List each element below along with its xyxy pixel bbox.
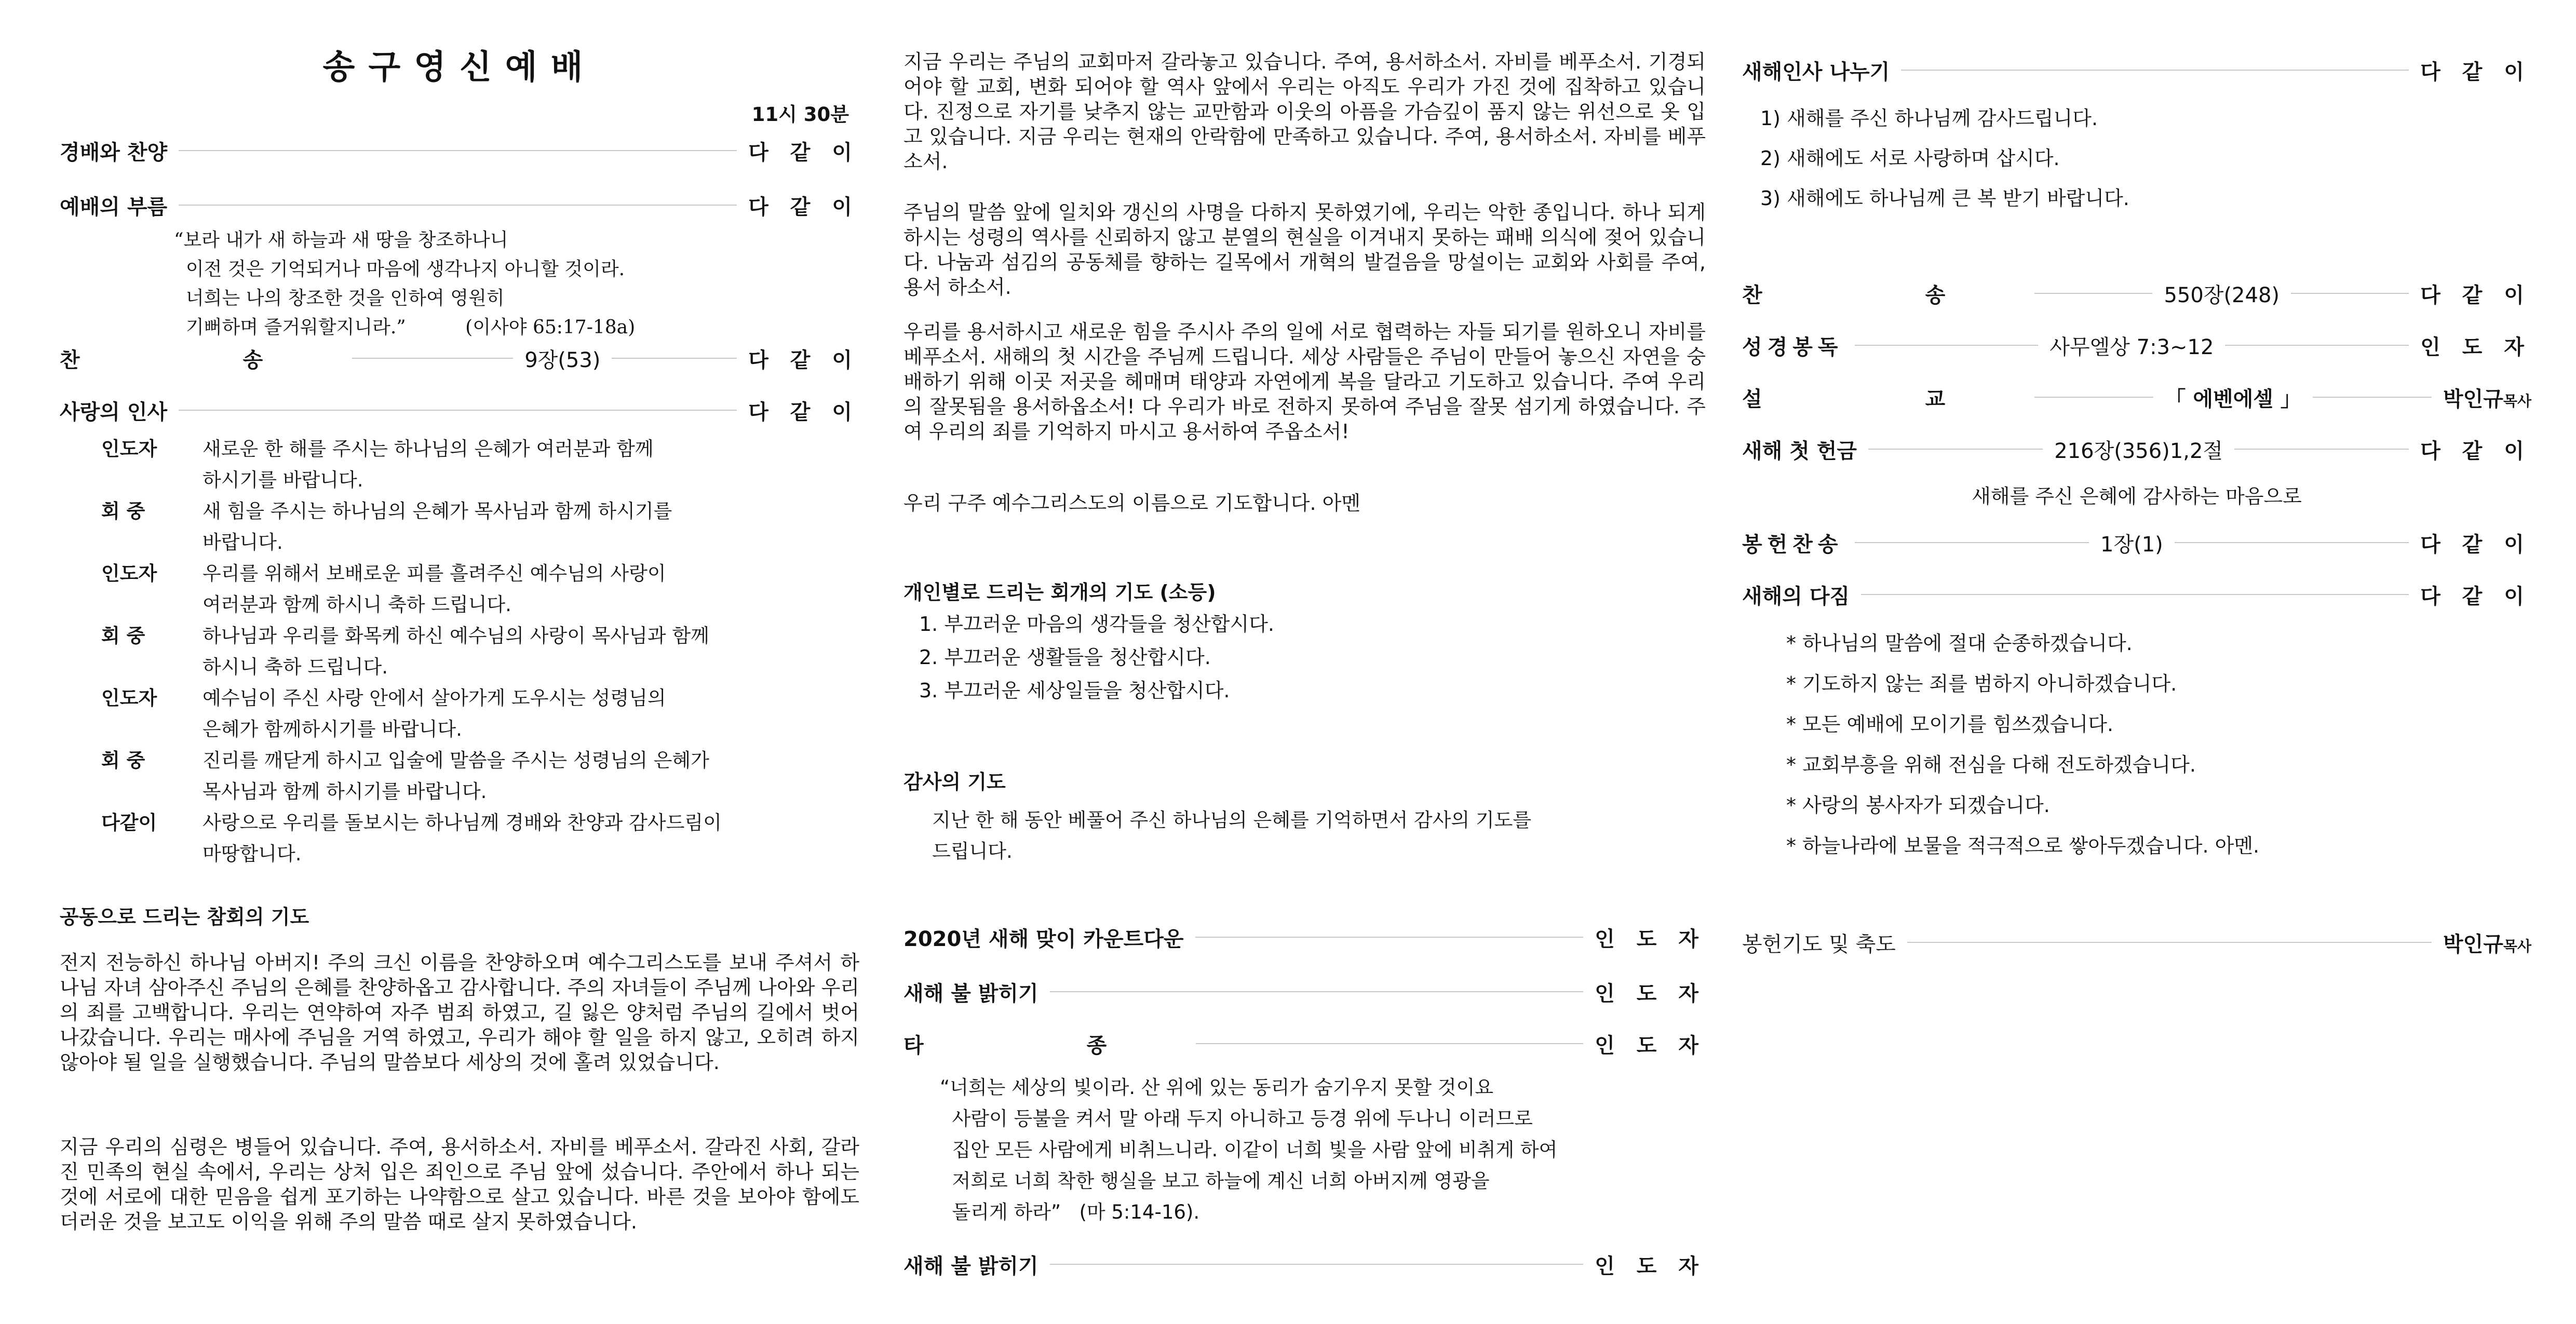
response-text: 하나님과 우리를 화목케 하신 예수님의 사랑이 목사님과 함께 하시니 축하 드립니다.: [203, 625, 709, 678]
order-item-offertory-hymn: [1742, 527, 2531, 558]
response-line: [60, 558, 859, 620]
repentance-list: [919, 607, 1706, 707]
order-item-offering: [1742, 434, 2531, 465]
list-item: 3) 새해에도 하나님께 큰 복 받기 바랍니다.: [1760, 187, 2129, 210]
order-item-leader: 다 같 이: [2420, 283, 2532, 307]
confession-paragraph: 지금 우리의 심령은 병들어 있습니다. 주여, 용서하소서. 자비를 베푸소서. 갈라진 사회, 갈라진 민족의 현실 속에서, 우리는 상처 입은 죄인으로 주님 앞에 섰습니다. 주안에서 하나 되는 것에 서로에 대한 믿음을 쉽게 포기하는 나약함으로 살고 있습니다. 바른 것을 보아야 함에도 더러운 것을 보고도 이익을 위해 주의 말씀 때로 살지 못하였습니다.: [60, 1136, 859, 1233]
order-item-leader: 다 같 이: [2420, 439, 2531, 463]
order-item-greeting: [60, 395, 859, 426]
confession-paragraph: 주님의 말씀 앞에 일치와 갱신의 사명을 다하지 못하였기에, 우리는 악한 종입니다. 하나 되게 하시는 성령의 역사를 신뢰하지 않고 분열의 현실을 이겨내지 못하는 패배 의식에 젖어 있습니다. 나눔과 섬김의 공동체를 향하는 길목에서 개혁의 발걸음을 망설이는 교회와 사회를 주여, 용서 하소서.: [903, 201, 1706, 299]
leader-line: [2225, 345, 2409, 346]
list-item: * 기도하지 않는 죄를 범하지 아니하겠습니다.: [1786, 672, 2177, 695]
order-item-detail: 216장(356)1,2절: [2054, 439, 2223, 463]
order-item-benediction: [1742, 927, 2531, 958]
response-text: 우리를 위해서 보배로운 피를 흘려주신 예수님의 사랑이 여러분과 함께 하시니 축하 드립니다.: [203, 562, 666, 616]
order-item-praise: [60, 135, 859, 166]
page-title: 송구영신예배: [322, 48, 597, 87]
response-line: [60, 496, 859, 558]
leader-line: [2034, 293, 2152, 294]
closing-prayer: 우리 구주 예수그리스도의 이름으로 기도합니다. 아멘: [903, 492, 1361, 515]
pastor-title: 목사: [2503, 937, 2531, 955]
preacher-title: 목사: [2503, 392, 2532, 410]
leader-line: [2313, 397, 2432, 398]
response-line: [60, 620, 859, 683]
column-middle: [903, 0, 1706, 1324]
order-item-bell: [903, 1028, 1706, 1059]
column-right: [1742, 0, 2531, 1324]
speaker: 다같이: [101, 812, 157, 834]
list-item: 1) 새해를 주신 하나님께 감사드립니다.: [1760, 107, 2098, 130]
order-item-resolution: [1742, 579, 2531, 610]
order-item-call: [60, 190, 859, 221]
section-title-confession: 공동으로 드리는 참회의 기도: [60, 906, 309, 928]
leader-line: [1050, 991, 1584, 992]
speaker: 인도자: [101, 562, 157, 585]
service-time: 11시 30분: [751, 103, 849, 126]
sermon-title: 「 에벤에셀 」: [2165, 387, 2301, 411]
order-item-label: 새해 불 밝히기: [903, 981, 1039, 1006]
order-item-light-2: [903, 1249, 1706, 1280]
speaker: 회 중: [101, 625, 145, 647]
leader-line: [1901, 70, 2409, 71]
section-title-thanks: 감사의 기도: [903, 771, 1006, 793]
offering-note: 새해를 주신 은혜에 감사하는 마음으로: [1972, 485, 2302, 508]
order-item-leader: 다 같 이: [2420, 584, 2531, 609]
section-title-repentance: 개인별로 드리는 회개의 기도 (소등): [903, 581, 1216, 604]
resolution-list: [1786, 623, 2531, 866]
order-item-scripture: [1742, 330, 2531, 361]
pastor-name: 박인규: [2443, 932, 2503, 956]
list-item: * 교회부흥을 위해 전심을 다해 전도하겠습니다.: [1786, 753, 2196, 776]
order-item-label: 경배와 찬양: [60, 140, 168, 165]
leader-line: [1050, 1264, 1584, 1265]
order-item-label: 봉헌기도 및 축도: [1742, 932, 1896, 956]
leader-line: [1196, 1043, 1583, 1044]
leader-line: [352, 358, 513, 359]
order-item-sermon: [1742, 382, 2531, 413]
greeting-responses: [60, 434, 859, 870]
leader-line: [2034, 397, 2153, 398]
order-item-leader: 인 도 자: [1595, 1254, 1706, 1278]
leader-line: [179, 410, 737, 411]
order-item-detail: 550장(248): [2164, 283, 2280, 307]
preacher-name: 박인규: [2443, 387, 2503, 411]
response-line: [60, 683, 859, 745]
order-item-detail: 9장(53): [524, 348, 601, 372]
order-item-leader: 다 같 이: [2420, 60, 2531, 84]
list-item: 2. 부끄러운 생활들을 청산합시다.: [919, 646, 1211, 669]
order-item-detail: 1장(1): [2100, 532, 2163, 557]
leader-line: [1907, 942, 2432, 943]
order-item-light: [903, 976, 1706, 1007]
list-item: 1. 부끄러운 마음의 생각들을 청산합시다.: [919, 613, 1274, 636]
order-item-label: 사랑의 인사: [60, 400, 168, 424]
scripture-quote: “너희는 세상의 빛이라. 산 위에 있는 동리가 숨기우지 못할 것이요 사람이 등불을 켜서 말 아래 두지 아니하고 등경 위에 두나니 이러므로 집안 모든 사람에게 비취느니라. 이같이 너희 빛을 사람 앞에 비취게 하여 저희로 너희 착한 행실을 보고 하늘에 계신 너희 아버지께 영광을 돌리게 하라” (마 5:14-16).: [940, 1076, 1558, 1223]
speaker: 인도자: [101, 687, 157, 709]
call-to-worship-verse: “보라 내가 새 하늘과 새 땅을 창조하나니 이전 것은 기억되거나 마음에 생각나지 아니할 것이라. 너희는 나의 창조한 것을 인하여 영원히 기뻐하며 즐거워할지니라.” (이사야 65:17-18a): [174, 229, 636, 338]
thanks-text: 지난 한 해 동안 베풀어 주신 하나님의 은혜를 기억하면서 감사의 기도를 드립니다.: [932, 809, 1532, 862]
leader-line: [2175, 542, 2409, 543]
list-item: 3. 부끄러운 세상일들을 청산합시다.: [919, 679, 1230, 702]
order-item-label: 새해 첫 헌금: [1742, 439, 1857, 463]
response-text: 새로운 한 해를 주시는 하나님의 은혜가 여러분과 함께 하시기를 바랍니다.: [203, 438, 654, 491]
list-item: * 모든 예배에 모이기를 힘쓰겠습니다.: [1786, 713, 2114, 736]
confession-paragraph: 우리를 용서하시고 새로운 힘을 주시사 주의 일에 서로 협력하는 자들 되기를 원하오니 자비를 베푸소서. 새해의 첫 시간을 주님께 드립니다. 세상 사람들은 주님이 만들어 놓으신 자연을 숭배하기 위해 이곳 저곳을 헤매며 태양과 자연에게 복을 달라고 기도하고 있습니다. 주여 우리의 잘못됨을 용서하옵소서! 다 우리가 바로 전하지 못하여 주님을 잘못 섬기게 하였습니다. 주여 우리의 죄를 기억하지 마시고 용서하여 주옵소서!: [903, 320, 1706, 443]
list-item: * 사랑의 봉사자가 되겠습니다.: [1786, 794, 2050, 817]
leader-line: [612, 358, 737, 359]
column-left: [60, 0, 859, 1324]
leader-line: [2291, 293, 2409, 294]
order-item-new-year-greeting: [1742, 55, 2531, 86]
order-item-hymn: [60, 343, 859, 374]
order-item-hymn-2: [1742, 278, 2531, 309]
leader-line: [1855, 345, 2039, 346]
order-item-leader: 다 같 이: [748, 400, 859, 424]
list-item: 2) 새해에도 서로 사랑하며 삽시다.: [1760, 147, 2060, 170]
order-item-leader: 다 같 이: [2420, 532, 2531, 557]
order-item-label: 찬 송: [60, 348, 341, 372]
order-item-leader: 다 같 이: [748, 195, 859, 219]
leader-line: [2234, 449, 2409, 450]
order-item-label: 새해 불 밝히기: [903, 1254, 1039, 1278]
leader-line: [1855, 542, 2089, 543]
leader-line: [179, 150, 737, 151]
order-item-label: 2020년 새해 맞이 카운트다운: [903, 927, 1184, 951]
order-item-label: 봉헌찬송: [1742, 532, 1843, 557]
speaker: 회 중: [101, 500, 145, 522]
leader-line: [1868, 449, 2043, 450]
order-item-leader: 인 도 자: [1595, 1033, 1706, 1058]
response-line: [60, 807, 859, 870]
order-item-leader: 인 도 자: [1595, 981, 1706, 1006]
response-text: 예수님이 주신 사랑 안에서 살아가게 도우시는 성령님의 은혜가 함께하시기를 바랍니다.: [203, 687, 666, 740]
order-item-leader: 다 같 이: [748, 348, 859, 372]
order-item-label: 새해인사 나누기: [1742, 60, 1890, 84]
order-item-leader: [2443, 383, 2531, 412]
greeting-list: [1760, 99, 2531, 219]
leader-line: [179, 205, 737, 206]
confession-paragraph: 지금 우리는 주님의 교회마저 갈라놓고 있습니다. 주여, 용서하소서. 자비를 베푸소서. 기경되어야 할 교회, 변화 되어야 할 역사 앞에서 우리는 아직도 우리가 가진 것에 집착하고 있습니다. 진정으로 자기를 낮추지 않는 교만함과 이웃의 아픔을 가슴깊이 품지 않는 위선으로 옷 입고 있습니다. 지금 우리는 현재의 안락함에 만족하고 있습니다. 주여, 용서하소서. 자비를 베푸소서.: [903, 50, 1706, 173]
order-item-label: 새해의 다짐: [1742, 584, 1850, 609]
order-item-leader: 다 같 이: [748, 140, 859, 165]
list-item: * 하나님의 말씀에 절대 순종하겠습니다.: [1786, 632, 2133, 655]
response-line: [60, 745, 859, 807]
order-item-label: 설 교: [1742, 387, 2024, 411]
order-item-detail: 사무엘상 7:3~12: [2049, 335, 2214, 359]
response-line: [60, 434, 859, 496]
order-item-label: 타 종: [903, 1033, 1185, 1058]
leader-line: [1861, 594, 2409, 595]
response-text: 진리를 깨닫게 하시고 입술에 말씀을 주시는 성령님의 은혜가 목사님과 함께 하시기를 바랍니다.: [203, 749, 709, 803]
speaker: 인도자: [101, 438, 157, 460]
speaker: 회 중: [101, 749, 145, 772]
leader-line: [1195, 937, 1584, 938]
list-item: * 하늘나라에 보물을 적극적으로 쌓아두겠습니다. 아멘.: [1786, 834, 2260, 857]
order-item-label: 성경봉독: [1742, 335, 1843, 359]
response-text: 새 힘을 주시는 하나님의 은혜가 목사님과 함께 하시기를 바랍니다.: [203, 500, 672, 553]
confession-paragraph: 전지 전능하신 하나님 아버지! 주의 크신 이름을 찬양하오며 예수그리스도를 보내 주셔서 하나님 자녀 삼아주신 주님의 은혜를 찬양하옵고 감사합니다. 주의 자녀들이 주님께 나아와 우리의 죄를 고백합니다. 우리는 연약하여 자주 범죄 하였고, 길 잃은 양처럼 주님의 길에서 벗어 나갔습니다. 우리는 매사에 주님을 거역 하였고, 우리가 해야 할 일을 하지 않고, 오히려 하지 않아야 될 일을 실행했습니다. 주님의 말씀보다 세상의 것에 홀려 있었습니다.: [60, 951, 859, 1074]
order-item-leader: 인 도 자: [1595, 927, 1706, 951]
order-item-leader: 인 도 자: [2420, 335, 2532, 359]
order-item-label: 찬 송: [1742, 283, 2024, 307]
order-item-leader: [2443, 928, 2531, 957]
order-item-label: 예배의 부름: [60, 195, 168, 219]
order-item-countdown: [903, 922, 1706, 953]
response-text: 사랑으로 우리를 돌보시는 하나님께 경배와 찬양과 감사드림이 마땅합니다.: [203, 812, 722, 865]
